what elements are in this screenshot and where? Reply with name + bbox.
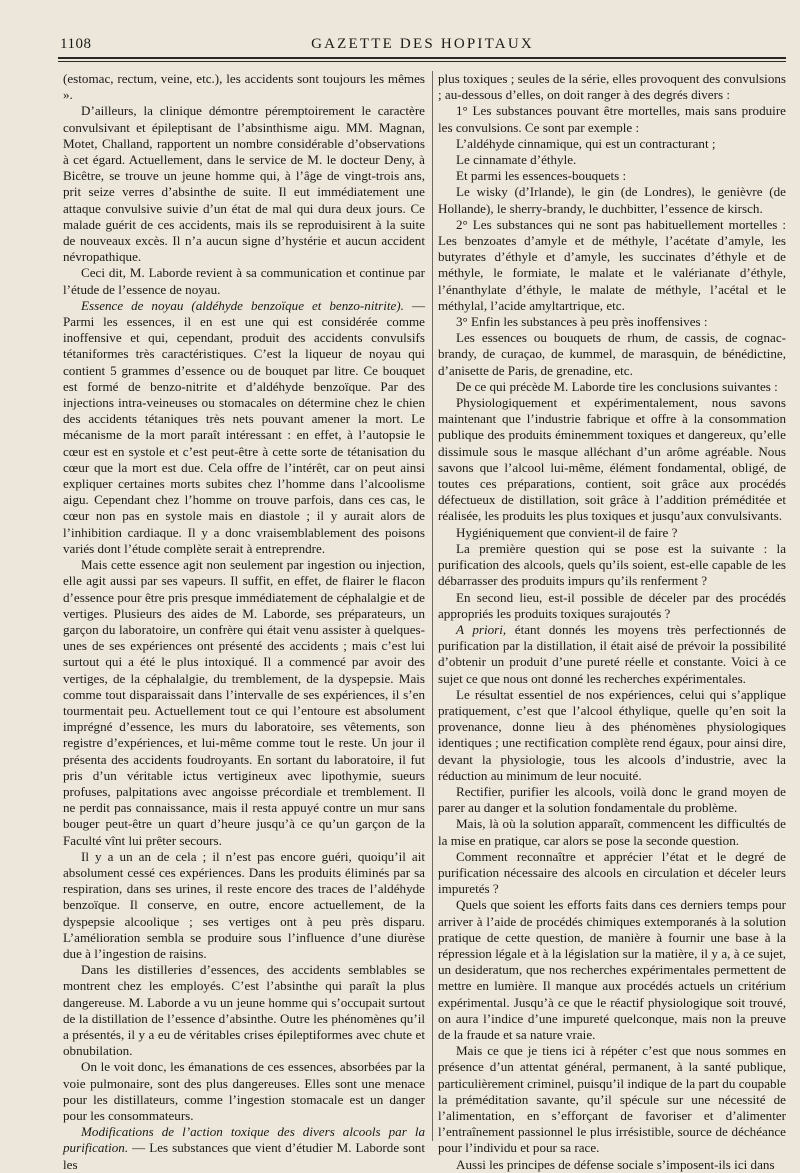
paragraph: Ceci dit, M. Laborde revient à sa communication et continue par l’étude de l’essence de noyau. [63, 265, 425, 297]
list-item: 2° Les substances qui ne sont pas habituellement mortelles : Les benzoates d’amyle et de méthyle, l’acétate d’amyle, les butyrates d’éthyle et d’amyle, les succinates d’éthyle et de méthyle, le formiate, le malate et le valérianate d’éthyle, l’énanthylate d’éthyle, le malate de méthyle, l’acétal et le méthylal, l’acide amyltartrique, etc. [438, 216, 786, 313]
paragraph: Hygiéniquement que convient-il de faire ? [456, 524, 678, 540]
list-item: Les essences ou bouquets de rhum, de cassis, de cognac-brandy, de curaçao, de kummel, de marasquin, de bénédictine, d’anisette de Paris, de grenadine, etc. [438, 330, 786, 378]
list-item: 1° Les substances pouvant être mortelles, mais sans produire les convulsions. Ce sont par exemple : [438, 103, 786, 135]
paragraph: (estomac, rectum, veine, etc.), les accidents sont toujours les mêmes ». [63, 71, 425, 103]
paragraph: Rectifier, purifier les alcools, voilà donc le grand moyen de parer au danger et la solution fondamentale du problème. [438, 783, 786, 816]
section-heading-essence-de-noyau: Essence de noyau (aldéhyde benzoïque et benzo-nitrite). [81, 297, 404, 313]
column-divider [432, 71, 433, 1141]
list-item: Le wisky (d’Irlande), le gin (de Londres), le genièvre (de Hollande), le sherry-brandy, le duchbitter, l’essence de kirsch. [438, 184, 786, 216]
section-heading-modifications: Modifications de l’action toxique des divers alcools par la purification. [63, 1124, 425, 1156]
paragraph: Mais ce que je tiens ici à répéter c’est que nous sommes en présence d’un attentat général, permanent, à la santé publique, particulièrement criminel, puisqu’il indique de la part du coupable la préméditation savante, qu’il spécule sur une nécessité de l’alimentation, en s’efforçant de favoriser et d’alimenter l’entraînement passionnel le plus irrésistible, source de déchéance pour l’individu et pour sa race. [438, 1043, 786, 1156]
paragraph: La première question qui se pose est la suivante : la purification des alcools, quels qu’ils soient, est-elle capable de les débarrasser des produits impurs qu’ils renferment ? [438, 540, 786, 589]
paragraph: De ce qui précède M. Laborde tire les conclusions suivantes : [456, 378, 778, 394]
paragraph: D’ailleurs, la clinique démontre péremptoirement le caractère convulsivant et épileptisant de l’absinthisme aigu. MM. Magnan, Motet, Challand, rapportent un nombre considérable d’observations à cet égard. Actuellement, dans le service de M. le docteur Deny, à Bicêtre, se trouve un jeune homme qui, à l’âge de vingt-trois ans, prit seize verres d’absinthe de suite. Il eut immédiatement une attaque convulsive suivie d’un état de mal qui dura deux jours. Ce malade guérit de ces accidents, mais ils se reproduisirent à la suite de nouveaux excès. Il n’a aucun signe d’hystérie et aucun accident névropathique. [63, 103, 425, 265]
paragraph: Comment reconnaître et apprécier l’état et le degré de purification nécessaire des alcools en circulation et déceler leurs impuretés ? [438, 848, 786, 897]
paragraph: plus toxiques ; seules de la série, elles provoquent des convulsions ; au-dessous d’elles, on doit ranger à des degrés divers : [438, 71, 787, 103]
header-rule-thin [58, 61, 786, 62]
paragraph: Physiologiquement et expérimentalement, nous savons maintenant que l’industrie fabrique et offre à la consommation publique des produits éminemment toxiques et dangereux, qu’elle dissimule sous le masque alléchant d’un arôme agréable. Nous savons que l’alcool lui-même, élément fondamental, obligé, de toutes ces préparations, contient, soit grâce aux procédés défectueux de distillation, soit grâce à l’addition préméditée et réalisée, les produits les plus toxiques et jusqu’aux convulsivants. [438, 395, 786, 524]
paragraph-body: étant donnés les moyens très perfectionnés de purification par la distillation, il était aisé de prévoir la possibilité d’obtenir un produit d’une pureté réelle et constante. Voici à ce sujet ce que nous ont donné les recherches expérimentales. [438, 621, 786, 686]
paragraph: Mais, là où la solution apparaît, commencent les difficultés de la mise en pratique, car alors se pose la seconde question. [438, 816, 786, 848]
page-number: 1108 [60, 36, 92, 52]
paragraph-body: — Les substances que vient d’étudier M. Laborde sont les [63, 1140, 425, 1172]
paragraph [63, 1124, 425, 1173]
paragraph: Dans les distilleries d’essences, des accidents semblables se montrent chez les employés. C’est l’absinthe qui paraît la plus dangereuse. M. Laborde a vu un jeune homme qui s’occupait surtout de la distillation de l’essence d’absinthe. Outre les phénomènes qu’il a présentés, il y a eu de véritables crises épileptiformes avec chute et obnubilation. [63, 962, 425, 1059]
list-item: L’aldéhyde cinnamique, qui est un contracturant ; [456, 135, 716, 151]
paragraph-body: — Parmi les essences, il en est une qui est considérée comme inoffensive et qui, cependant, produit des accidents convulsifs tétaniformes très caractéristiques. C’est la liqueur de noyau qui contient 5 grammes d’essence ou de bouquet par litre. Ce bouquet est formé de benzo-nitrite et d’aldéhyde benzoïque. Par des injections intra-veineuses ou stomacales on détermine chez le chien des accidents tétaniques très nets pouvant amener la mort. Le mécanisme de la mort paraît intéressant : en effet, à l’autopsie le cœur est en systole et c’est peut-être à cette sorte de tétanisation du cœur que la mort est due. Cela offre de l’intérêt, car on peut ainsi expliquer certaines morts subites chez l’homme dans l’alcoolisme aigu. Cependant chez l’homme on trouve parfois, dans ces cas, le cœur non pas en systole mais en diastole ; il y aurait alors de l’inhibition cardiaque. Il y a donc vraisemblablement des poisons variés dont l’étude complète serait à entreprendre. [63, 297, 425, 556]
paragraph: Le résultat essentiel de nos expériences, celui qui s’applique pratiquement, c’est que l’alcool éthylique, quelle qu’en soit la provenance, donne lieu à des phénomènes physiologiques identiques ; une rectification complète rend égaux, pour ainsi dire, devant la physiologie, tous les alcools d’industrie, avec la réduction au minimum de leur nocuité. [438, 686, 786, 783]
paragraph: On le voit donc, les émanations de ces essences, absorbées par la voie pulmonaire, sont des plus dangereuses. Elles sont une menace pour les distillateurs, comme l’ingestion stomacale est un danger pour les consommateurs. [63, 1059, 425, 1123]
right-column [438, 71, 787, 1172]
paragraph [438, 622, 786, 687]
paragraph: Il y a un an de cela ; il n’est pas encore guéri, quoiqu’il ait absolument cessé ces expériences. Dans les produits éliminés par sa respiration, dans ses urines, il reste encore des traces de l’aldéhyde benzoïque. Il conserve, en outre, encore actuellement, de la dyspepsie alcoolique ; ses vertiges ont à peu près disparu. L’amélioration sembla se produire sous l’influence d’une diurèse due à l’ingestion de raisins. [63, 848, 425, 961]
journal-title: GAZETTE DES HOPITAUX [311, 36, 534, 52]
paragraph: Quels que soient les efforts faits dans ces derniers temps pour arriver à l’aide de procédés chimiques extemporanés à la solution pratique de cette question, de manière à fournir une base à la répression légale et à la législation sur la matière, il y a, à ce sujet, un desideratum, que nos recherches expérimentales permettent de mettre en lumière. Il manque aux procédés actuels un critérium expérimental. Jusqu’à ce que le réactif physiologique soit trouvé, on aura l’indice d’une impureté quelconque, mais non la preuve de la fraude et sa nature vraie. [438, 897, 786, 1042]
paragraph: En second lieu, est-il possible de déceler par des procédés appropriés les produits toxiques surajoutés ? [438, 589, 786, 621]
paragraph: Mais cette essence agit non seulement par ingestion ou injection, elle agit aussi par ses vapeurs. Il suffit, en effet, de flairer le flacon d’essence pour être pris presque immédiatement de céphalalgie et de vertiges. Plusieurs des aides de M. Laborde, ses préparateurs, un garçon du laboratoire, un confrère qui était venu assister à quelques-unes de ses expériences ont présenté des accidents ; mais c’est lui surtout qui a été le plus intoxiqué. Il a commencé par avoir des vertiges, de la céphalalgie, du tremblement, de la dyspepsie. Mais comme tout disparaissait dans l’intervalle de ses expériences, il s’en tourmentait peu. Actuellement tout ce qui l’entoure est absolument imprégné d’essence, les murs du laboratoire, ses vêtements, son registre d’expériences, et lui-même comme tout le reste. Un jour il présenta des accidents foudroyants. En sortant du laboratoire, il fut pris d’un véritable ictus vertigineux avec lipothymie, sueurs profuses, palpitations avec angoisse précordiale et tremblement. Il ne perdit pas connaissance, mais il resta appuyé contre un mur sans bouger peut-être un quart d’heure jusqu’à ce qu’un garçon de la Faculté vînt lui prêter secours. [63, 557, 425, 848]
list-item: 3° Enfin les substances à peu près inoffensives : [456, 314, 708, 330]
list-item: Le cinnamate d’éthyle. [456, 152, 577, 168]
header-rule-thick [58, 57, 786, 59]
left-column [63, 71, 425, 1172]
paragraph: Aussi les principes de défense sociale s’imposent-ils ici dans [456, 1156, 775, 1172]
italic-phrase: A priori, [456, 621, 507, 637]
list-item: Et parmi les essences-bouquets : [456, 168, 627, 184]
page-header [60, 36, 785, 58]
paragraph [63, 298, 425, 557]
